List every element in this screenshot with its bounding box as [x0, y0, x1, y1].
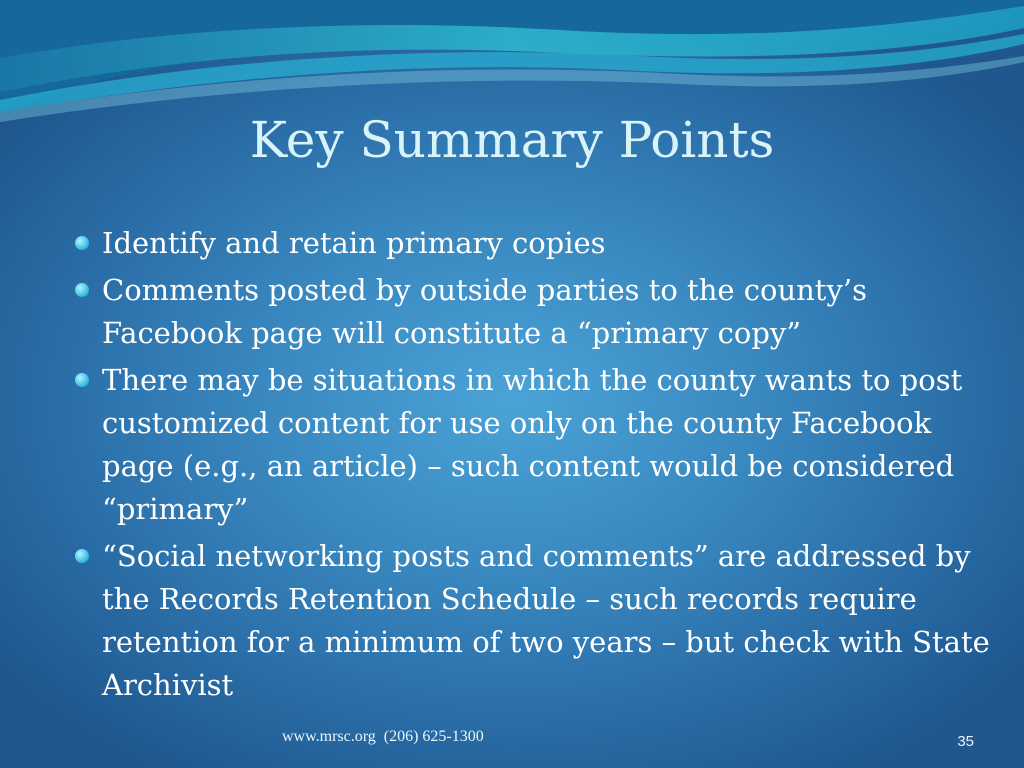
bullet-icon — [75, 283, 89, 297]
bullet-text: Comments posted by outside parties to the county’s Facebook page will constitute a “primary copy” — [102, 273, 867, 350]
bullet-icon — [75, 549, 89, 563]
bullet-text: “Social networking posts and comments” are addressed by the Records Retention Schedule – such records require retention for a minimum of two years – but check with State Archivist — [102, 539, 990, 702]
bullet-list — [72, 222, 992, 711]
bullet-item — [72, 269, 992, 355]
bullet-item — [72, 222, 992, 265]
bullet-item — [72, 359, 992, 531]
bullet-icon — [75, 373, 89, 387]
footer-contact: www.mrsc.org (206) 625-1300 — [282, 728, 484, 745]
bullet-item — [72, 535, 992, 707]
slide-number: 35 — [957, 733, 974, 750]
bullet-text: Identify and retain primary copies — [102, 226, 606, 260]
bullet-text: There may be situations in which the county wants to post customized content for use only on the county Facebook page (e.g., an article) – such content would be considered “primary” — [102, 363, 963, 526]
slide-title: Key Summary Points — [249, 111, 775, 169]
bullet-icon — [75, 236, 89, 250]
